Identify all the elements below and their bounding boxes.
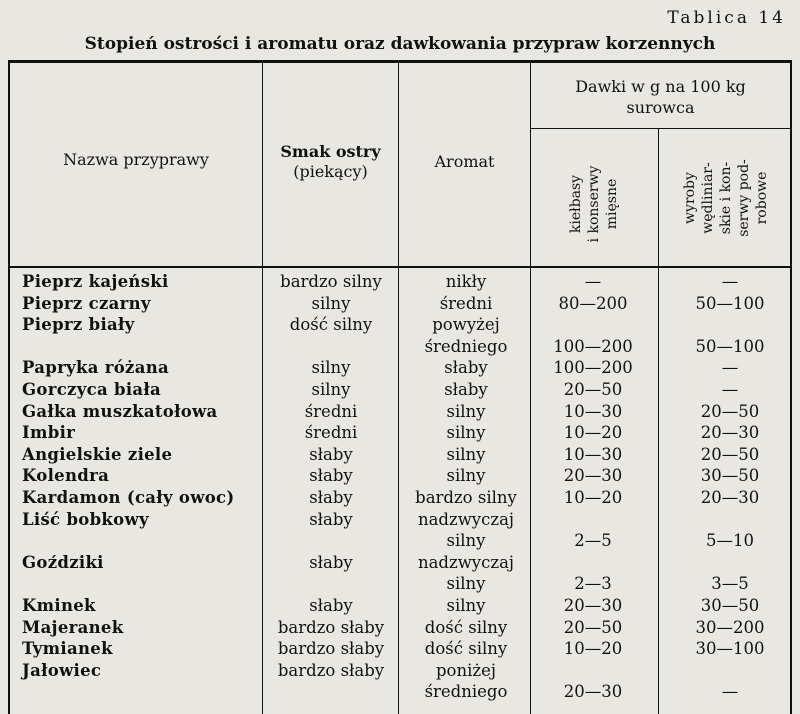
dose-meat-cell: 10—20	[563, 639, 623, 659]
header-bottom-rule	[8, 266, 792, 268]
table-row	[0, 488, 800, 509]
aroma-cell: dość silny	[424, 617, 508, 637]
dose-cured-cell: —	[721, 380, 739, 399]
table-row	[0, 553, 800, 574]
spice-name: Pieprz kajeński	[22, 272, 169, 291]
table-row	[0, 531, 800, 552]
dose-meat-cell: 2—3	[574, 574, 612, 594]
dose-cured-cell: 30—200	[695, 617, 765, 637]
header-dose-col1-line: mięsne	[604, 178, 620, 230]
table-row	[0, 639, 800, 660]
dose-cured-cell: —	[721, 358, 739, 378]
aroma-cell: średniego	[424, 682, 508, 702]
dose-meat-cell: 80—200	[558, 293, 628, 313]
dose-cured-cell: 5—10	[706, 531, 754, 551]
dose-meat-cell: 10—30	[563, 444, 623, 464]
header-dose-col2-line: wyroby	[682, 172, 698, 224]
dose-cured-cell: 20—50	[700, 401, 760, 421]
aroma-cell: nikły	[445, 272, 487, 291]
taste-cell: bardzo słaby	[277, 617, 385, 637]
aroma-cell: bardzo silny	[415, 488, 517, 507]
taste-cell: słaby	[309, 596, 353, 615]
dose-meat-cell: 100—200	[553, 358, 633, 378]
table-row	[0, 661, 800, 682]
taste-cell: słaby	[309, 552, 353, 572]
table-row	[0, 445, 800, 466]
taste-cell: słaby	[309, 444, 353, 464]
spice-name: Liść bobkowy	[22, 509, 149, 529]
aroma-cell: silny	[446, 531, 486, 551]
aroma-cell: średniego	[424, 336, 508, 356]
aroma-cell: słaby	[444, 358, 488, 378]
dose-meat-cell: 20—30	[563, 466, 623, 486]
aroma-cell: silny	[446, 574, 486, 594]
table-row	[0, 358, 800, 379]
header-name: Nazwa przyprawy	[63, 150, 209, 169]
table-row	[0, 402, 800, 423]
spice-name: Gałka muszkatołowa	[22, 401, 218, 421]
table-row	[0, 423, 800, 444]
header-dose-col2-line: skie i kon-	[718, 161, 734, 235]
spice-name: Goździki	[22, 552, 104, 572]
aroma-cell: średni	[439, 293, 493, 313]
spice-name: Kolendra	[22, 466, 110, 486]
taste-cell: bardzo słaby	[277, 639, 385, 659]
spice-name: Kminek	[22, 596, 96, 615]
dose-cured-cell: 20—30	[700, 423, 760, 443]
dose-meat-cell: 20—30	[563, 682, 623, 702]
header-dose-col1-line: kiełbasy	[568, 174, 584, 234]
table-title: Stopień ostrości i aromatu oraz dawkowania przypraw korzennych	[84, 34, 716, 54]
dose-subheader-rule	[530, 128, 792, 129]
aroma-cell: silny	[446, 423, 486, 443]
table-row	[0, 294, 800, 315]
aroma-cell: nadzwyczaj	[417, 509, 515, 529]
header-dose-col1	[567, 142, 621, 266]
taste-cell: słaby	[309, 488, 353, 507]
dose-meat-cell: 10—20	[563, 488, 623, 507]
aroma-cell: silny	[446, 466, 486, 486]
aroma-cell: silny	[446, 444, 486, 464]
taste-cell: silny	[311, 358, 351, 378]
table-row	[0, 380, 800, 401]
aroma-cell: silny	[446, 596, 486, 615]
table-row	[0, 272, 800, 293]
table-row	[0, 466, 800, 487]
dose-meat-cell: 100—200	[553, 336, 633, 356]
header-dose-col1-line: i konserwy	[586, 165, 602, 243]
taste-cell: silny	[311, 293, 351, 313]
header-dose-line1: Dawki w g na 100 kg	[575, 77, 746, 96]
dose-cured-cell: 30—100	[695, 639, 765, 659]
top-rule	[8, 60, 792, 63]
spice-name: Gorczyca biała	[22, 380, 162, 399]
dose-meat-cell: —	[584, 272, 602, 291]
header-dose-line2: surowca	[626, 98, 695, 117]
table-row	[0, 510, 800, 531]
table-row	[0, 315, 800, 336]
spice-name: Kardamon (cały owoc)	[22, 488, 235, 507]
dose-cured-cell: —	[721, 682, 739, 702]
spice-name: Majeranek	[22, 617, 124, 637]
spice-name: Pieprz czarny	[22, 293, 151, 313]
spice-name: Papryka różana	[22, 358, 169, 378]
aroma-cell: powyżej	[432, 315, 500, 335]
table-row	[0, 682, 800, 703]
dose-cured-cell: 20—30	[700, 488, 760, 507]
dose-cured-cell: 20—50	[700, 444, 760, 464]
aroma-cell: silny	[446, 401, 486, 421]
dose-meat-cell: 2—5	[574, 531, 612, 551]
taste-cell: dość silny	[289, 315, 373, 335]
taste-cell: słaby	[309, 509, 353, 529]
header-aroma: Aromat	[434, 152, 495, 171]
taste-cell: średni	[304, 401, 358, 421]
dose-cured-cell: 30—50	[700, 596, 760, 615]
table-row	[0, 337, 800, 358]
aroma-cell: dość silny	[424, 639, 508, 659]
dose-meat-cell: 20—50	[563, 380, 623, 399]
dose-cured-cell: —	[721, 272, 739, 291]
header-dose-col2-line: wędliniar-	[700, 162, 716, 234]
spice-name: Angielskie ziele	[22, 444, 173, 464]
taste-cell: bardzo silny	[280, 272, 382, 291]
table-row	[0, 596, 800, 617]
spice-name: Tymianek	[22, 639, 113, 659]
aroma-cell: poniżej	[436, 660, 496, 680]
table-row	[0, 574, 800, 595]
spice-name: Imbir	[22, 423, 76, 443]
spice-name: Jałowiec	[22, 660, 102, 680]
dose-cured-cell: 3—5	[711, 574, 749, 594]
dose-meat-cell: 10—20	[563, 423, 623, 443]
header-taste-line1: Smak ostry	[280, 142, 381, 161]
dose-meat-cell: 20—30	[563, 596, 623, 615]
aroma-cell: słaby	[444, 380, 488, 399]
spice-name: Pieprz biały	[22, 315, 135, 335]
taste-cell: silny	[311, 380, 351, 399]
header-dose-col2-line: robowe	[754, 171, 770, 225]
taste-cell: średni	[304, 423, 358, 443]
dose-cured-cell: 50—100	[695, 336, 765, 356]
header-taste-line2: (piekący)	[293, 162, 368, 181]
taste-cell: słaby	[309, 466, 353, 486]
dose-cured-cell: 50—100	[695, 293, 765, 313]
table-number: Tablica 14	[667, 8, 786, 28]
header-dose-col2-line: serwy pod-	[736, 159, 752, 237]
dose-cured-cell: 30—50	[700, 466, 760, 486]
dose-meat-cell: 20—50	[563, 617, 623, 637]
header-dose-col2	[681, 136, 771, 260]
table-row	[0, 618, 800, 639]
taste-cell: bardzo słaby	[277, 660, 385, 680]
aroma-cell: nadzwyczaj	[417, 552, 515, 572]
dose-meat-cell: 10—30	[563, 401, 623, 421]
